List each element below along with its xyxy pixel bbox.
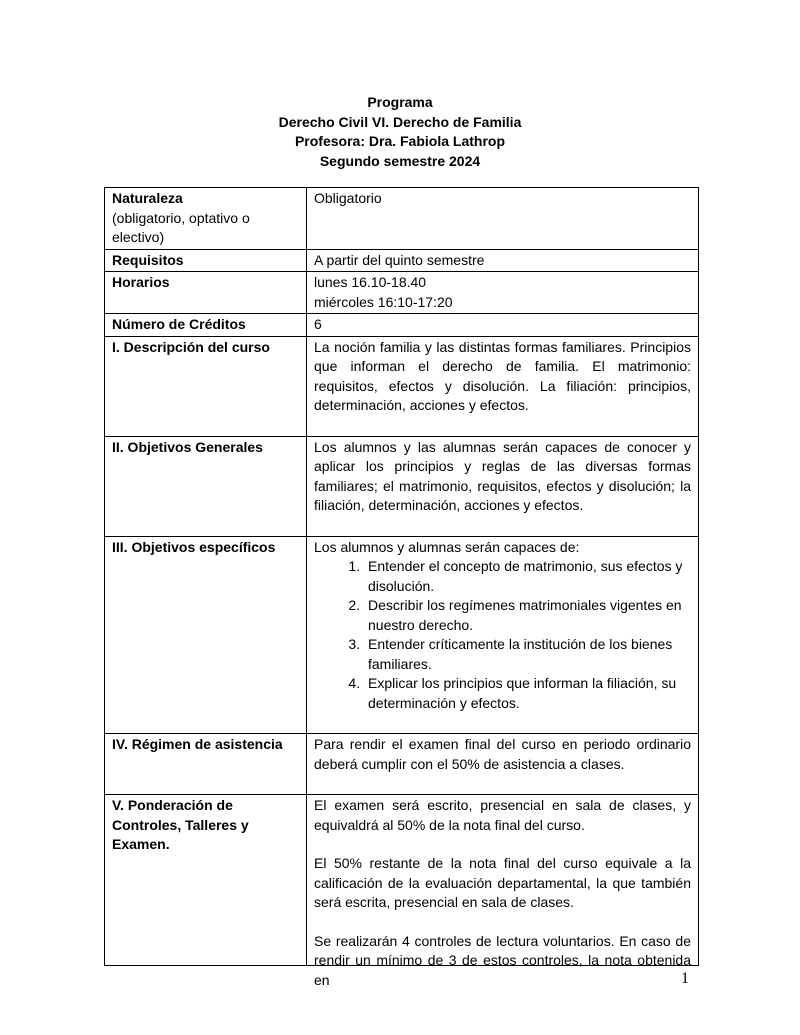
- value-creditos: 6: [307, 314, 699, 337]
- list-item: 1. Entender el concepto de matrimonio, sus efectos y disolución.: [364, 557, 691, 596]
- label-horarios: Horarios: [105, 272, 307, 314]
- document-title-block: [0, 93, 800, 171]
- row-requisitos: [105, 249, 699, 272]
- title-semester: Segundo semestre 2024: [319, 152, 481, 169]
- label-requisitos: Requisitos: [105, 249, 307, 272]
- list-item: 4. Explicar los principios que informan la filiación, su determinación y efectos.: [364, 674, 691, 713]
- label-creditos: Número de Créditos: [105, 314, 307, 337]
- ponderacion-paragraph-2: El 50% restante de la nota final del curso equivale a la calificación de la evaluación departamental, la que también será escrita, presencial en sala de clases.: [314, 855, 691, 910]
- value-ponderacion: [307, 795, 699, 988]
- horario-miercoles: miércoles 16:10-17:20: [314, 293, 453, 310]
- objetivos-especificos-list: [314, 557, 691, 713]
- label-asistencia: IV. Régimen de asistencia: [105, 734, 307, 795]
- list-item: 2. Describir los regímenes matrimoniales vigentes en nuestro derecho.: [364, 596, 691, 635]
- title-programa: Programa: [367, 94, 433, 110]
- value-naturaleza: Obligatorio: [307, 188, 699, 250]
- label-objetivos-generales: II. Objetivos Generales: [105, 436, 307, 536]
- row-objetivos-generales: [105, 436, 699, 536]
- ponderacion-paragraph-3: Se realizarán 4 controles de lectura voluntarios. En caso de rendir un mínimo de 3 de estos controles, la nota obtenida en: [314, 932, 691, 988]
- label-naturaleza-sub: (obligatorio, optativo o electivo): [112, 209, 250, 245]
- objetivos-especificos-intro: Los alumnos y alumnas serán capaces de:: [314, 538, 580, 555]
- program-table: [104, 187, 699, 988]
- label-naturaleza-text: Naturaleza: [112, 190, 183, 206]
- asistencia-text: Para rendir el examen final del curso en periodo ordinario deberá cumplir con el 50% de asistencia a clases.: [314, 736, 691, 772]
- value-descripcion: [307, 336, 699, 436]
- label-descripcion: I. Descripción del curso: [105, 336, 307, 436]
- ponderacion-content: [314, 796, 691, 988]
- title-course: Derecho Civil VI. Derecho de Familia: [278, 113, 522, 130]
- title-professor: Profesora: Dra. Fabiola Lathrop: [294, 133, 506, 149]
- row-creditos: [105, 314, 699, 337]
- value-objetivos-generales: [307, 436, 699, 536]
- row-asistencia: [105, 734, 699, 795]
- descripcion-text: La noción familia y las distintas formas familiares. Principios que informan el derecho de familia. El matrimonio: requisitos, efectos y disolución. La filiación: principios, determinación, acciones y efectos.: [314, 338, 691, 413]
- row-descripcion: [105, 336, 699, 436]
- ponderacion-paragraph-1: El examen será escrito, presencial en sala de clases, y equivaldrá al 50% de la nota final del curso.: [314, 797, 691, 833]
- label-ponderacion: V. Ponderación de Controles, Talleres y Examen.: [105, 795, 307, 966]
- horario-lunes: lunes 16.10-18.40: [314, 274, 427, 290]
- row-ponderacion: [105, 795, 699, 966]
- list-item: 3. Entender críticamente la institución de los bienes familiares.: [364, 635, 691, 674]
- page-number: 1: [681, 970, 689, 987]
- value-objetivos-especificos: [307, 536, 699, 734]
- row-naturaleza: [105, 188, 699, 250]
- value-asistencia: [307, 734, 699, 795]
- label-objetivos-especificos: III. Objetivos específicos: [105, 536, 307, 734]
- value-horarios: [307, 272, 699, 314]
- row-horarios: [105, 272, 699, 314]
- objetivos-generales-text: Los alumnos y las alumnas serán capaces de conocer y aplicar los principios y reglas de las diversas formas familiares; el matrimonio, requisitos, efectos y disolución; la filiación, determinación, acciones y efectos.: [314, 438, 691, 513]
- row-objetivos-especificos: [105, 536, 699, 734]
- label-naturaleza: [105, 188, 307, 250]
- value-requisitos: A partir del quinto semestre: [307, 249, 699, 272]
